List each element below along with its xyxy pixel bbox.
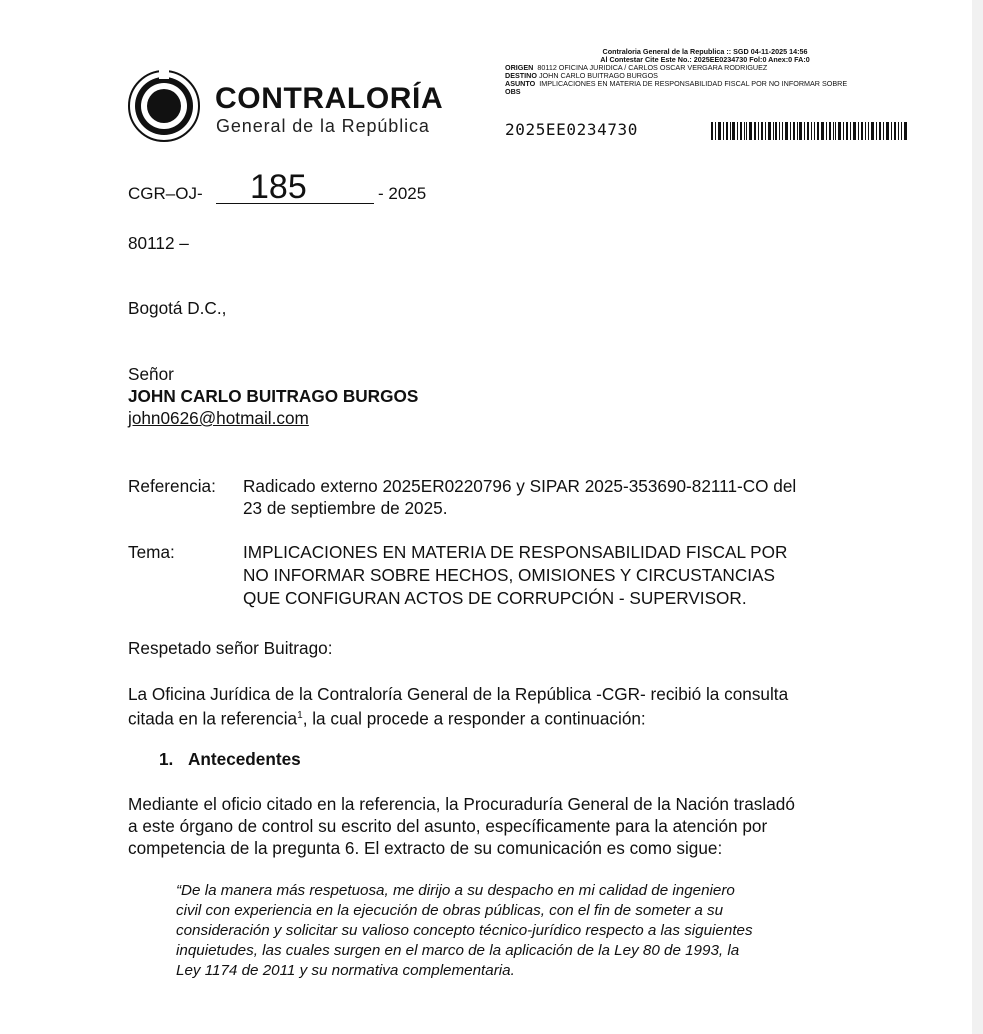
greeting: Respetado señor Buitrago: xyxy=(128,638,333,658)
reference-prefix: CGR–OJ- xyxy=(128,184,203,203)
scrollbar[interactable] xyxy=(972,0,983,1034)
tema-line-1: IMPLICACIONES EN MATERIA DE RESPONSABILIDAD FISCAL POR xyxy=(243,542,788,562)
stamp-obs xyxy=(505,88,521,96)
body-line-3: competencia de la pregunta 6. El extracto de su comunicación es como sigue: xyxy=(128,838,723,858)
stamp-asunto-label: ASUNTO xyxy=(505,79,536,88)
section-number: 1. xyxy=(159,749,174,769)
body-line-2: a este órgano de control su escrito del asunto, específicamente para la atención por xyxy=(128,816,768,836)
stamp-destino-label: DESTINO xyxy=(505,71,537,80)
referencia-line-1: Radicado externo 2025ER0220796 y SIPAR 2025-353690-82111-CO del xyxy=(243,476,797,496)
referencia-label: Referencia: xyxy=(128,476,216,496)
reference-number: 185 xyxy=(250,168,307,206)
body-line-1: Mediante el oficio citado en la referencia, la Procuraduría General de la Nación trasladó xyxy=(128,794,795,814)
stamp-line-1: Contraloria General de la Republica :: SGD 04-11-2025 14:56 xyxy=(602,47,808,56)
stamp-obs-label: OBS xyxy=(505,87,521,96)
tema-label: Tema: xyxy=(128,542,175,562)
stamp-line-2: Al Contestar Cite Este No.: 2025EE0234730 Fol:0 Anex:0 FA:0 xyxy=(600,55,810,64)
quote-line-2: civil con experiencia en la ejecución de obras públicas, con el fin de someter a su xyxy=(176,902,724,919)
quote-line-4: inquietudes, las cuales surgen en el marco de la aplicación de la Ley 80 de 1993, la xyxy=(176,942,740,959)
logo-subtitle: General de la República xyxy=(216,116,430,136)
stamp-destino-value: JOHN CARLO BUITRAGO BURGOS xyxy=(538,71,658,80)
dependency-code: 80112 – xyxy=(128,233,189,253)
reference-year: - 2025 xyxy=(378,184,427,203)
logo-title: CONTRALORÍA xyxy=(215,82,444,115)
tema-line-2: NO INFORMAR SOBRE HECHOS, OMISIONES Y CIRCUSTANCIAS xyxy=(243,565,775,585)
stamp-asunto-value: IMPLICACIONES EN MATERIA DE RESPONSABILIDAD FISCAL POR NO INFORMAR SOBRE xyxy=(539,79,848,88)
city: Bogotá D.C., xyxy=(128,298,227,318)
stamp-asunto xyxy=(505,80,847,88)
quote-line-1: “De la manera más respetuosa, me dirijo a su despacho en mi calidad de ingeniero xyxy=(176,882,735,899)
stamp-origen-value: 80112 OFICINA JURIDICA / CARLOS OSCAR VERGARA RODRIGUEZ xyxy=(537,63,768,72)
recipient-email[interactable]: john0626@hotmail.com xyxy=(128,408,309,428)
reference-underline xyxy=(216,203,374,204)
recipient-salutation: Señor xyxy=(128,364,174,384)
recipient-name: JOHN CARLO BUITRAGO BURGOS xyxy=(128,386,419,406)
intro-line-2a: citada en la referencia xyxy=(128,708,298,729)
tema-line-3: QUE CONFIGURAN ACTOS DE CORRUPCIÓN - SUPERVISOR. xyxy=(243,588,747,608)
quote-line-5: Ley 1174 de 2011 y su normativa complementaria. xyxy=(176,962,515,979)
quote-line-3: consideración y solicitar su valioso concepto técnico-jurídico respecto a las siguientes xyxy=(176,922,753,939)
intro-line-1: La Oficina Jurídica de la Contraloría General de la República -CGR- recibió la consulta xyxy=(128,684,789,704)
intro-line-2b: , la cual procede a responder a continuación: xyxy=(302,708,646,729)
contraloria-logo-icon xyxy=(128,70,200,142)
footnote-marker[interactable]: 1 xyxy=(297,710,303,721)
section-title: Antecedentes xyxy=(188,749,301,769)
referencia-line-2: 23 de septiembre de 2025. xyxy=(243,498,448,518)
stamp-origen-label: ORIGEN xyxy=(505,63,534,72)
intro-line-2 xyxy=(128,705,646,730)
radicado-number: 2025EE0234730 xyxy=(505,120,639,139)
barcode-icon xyxy=(711,122,907,140)
